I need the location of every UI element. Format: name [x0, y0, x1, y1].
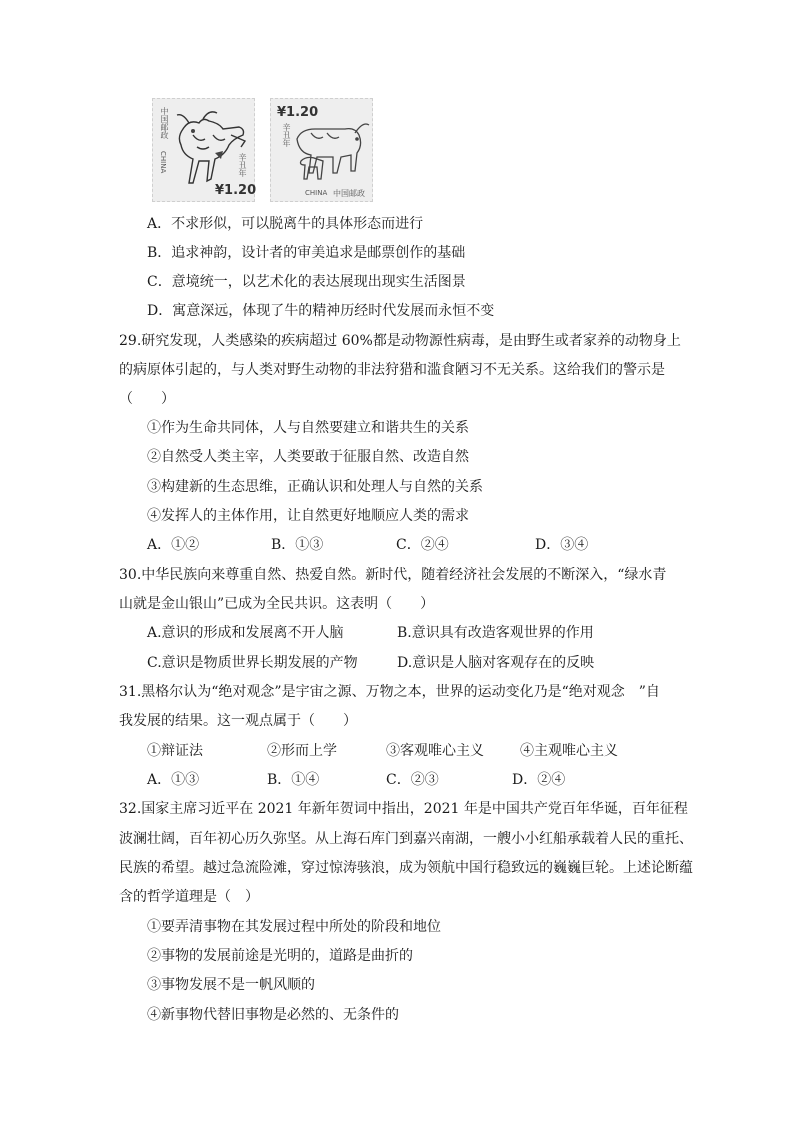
q32-statement-2: ②事物的发展前途是光明的，道路是曲折的 — [147, 948, 413, 964]
q32-statement-4: ④新事物代替旧事物是必然的、无条件的 — [147, 1007, 399, 1023]
q30-option-b: B.意识具有改造客观世界的作用 — [397, 625, 594, 641]
q28-option-b: B．追求神韵，设计者的审美追求是邮票创作的基础 — [147, 245, 466, 261]
q29-statement-4: ④发挥人的主体作用，让自然更好地顺应人类的需求 — [147, 508, 469, 524]
q30-stem: 30.中华民族向来尊重自然、热爱自然。新时代，随着经济社会发展的不断深入，“绿水青 — [119, 567, 667, 583]
stamp-caption: 辛丑年 — [238, 153, 247, 177]
q31-statement-4: ④主观唯心主义 — [520, 743, 618, 759]
q31-statement-3: ③客观唯心主义 — [386, 743, 484, 759]
stamp-post-label: 中国邮政 — [333, 189, 365, 198]
q31-statement-1: ①辩证法 — [147, 743, 203, 759]
ox-stamp-left — [152, 98, 255, 202]
q32-statement-1: ①要弄清事物在其发展过程中所处的阶段和地位 — [147, 919, 441, 935]
q31-option-a: A．①③ — [147, 772, 200, 788]
q28-option-a: A．不求形似，可以脱离牛的具体形态而进行 — [147, 216, 424, 232]
q30-stem: 山就是金山银山”已成为全民共识。这表明（ ） — [119, 596, 435, 612]
stamp-price: ¥1.20 — [277, 105, 319, 120]
q29-statement-2: ②自然受人类主宰，人类要敢于征服自然、改造自然 — [147, 449, 469, 465]
q29-option-b: B．①③ — [271, 537, 324, 553]
q31-option-c: C．②③ — [386, 772, 439, 788]
q29-statement-1: ①作为生命共同体，人与自然要建立和谐共生的关系 — [147, 420, 469, 436]
q29-stem: 的病原体引起的，与人类对野生动物的非法狩猎和滥食陋习不无关系。这给我们的警示是 — [119, 362, 665, 378]
q29-option-c: C．②④ — [396, 537, 449, 553]
q29-option-a: A．①② — [147, 537, 200, 553]
q29-option-d: D．③④ — [535, 537, 589, 553]
q32-statement-3: ③事物发展不是一帆风顺的 — [147, 977, 315, 993]
q32-stem: 含的哲学道理是（ ） — [119, 889, 259, 905]
q31-stem: 我发展的结果。这一观点属于（ ） — [119, 713, 357, 729]
stamp-caption: 辛丑年 — [282, 123, 291, 147]
stamp-post-label: 中国邮政 — [160, 107, 169, 139]
q31-option-d: D．②④ — [512, 772, 566, 788]
q29-stem: （ ） — [119, 391, 175, 407]
q28-option-d: D．寓意深远，体现了牛的精神历经时代发展而永恒不变 — [147, 303, 495, 319]
q30-option-c: C.意识是物质世界长期发展的产物 — [147, 655, 358, 671]
q31-statement-2: ②形而上学 — [267, 743, 337, 759]
q28-option-c: C．意境统一，以艺术化的表达展现出现实生活图景 — [147, 274, 466, 290]
q32-stem: 波澜壮阔，百年初心历久弥坚。从上海石库门到嘉兴南湖，一艘小小红船承载着人民的重托、 — [119, 831, 693, 847]
q31-stem: 31.黑格尔认为“绝对观念”是宇宙之源、万物之本，世界的运动变化乃是“绝对观念 ”自 — [119, 684, 660, 700]
q31-option-b: B．①④ — [267, 772, 320, 788]
q30-option-a: A.意识的形成和发展离不开人脑 — [147, 625, 344, 641]
ox-stamp-right — [270, 98, 373, 202]
q32-stem: 32.国家主席习近平在 2021 年新年贺词中指出，2021 年是中国共产党百年华诞，百年征程 — [119, 801, 688, 817]
stamp-price: ¥1.20 — [215, 183, 257, 198]
q29-stem: 29.研究发现，人类感染的疾病超过 60%都是动物源性病毒，是由野生或者家养的动物身上 — [119, 333, 681, 349]
stamp-country-label: CHINA — [159, 151, 167, 174]
q30-option-d: D.意识是人脑对客观存在的反映 — [397, 655, 595, 671]
q29-statement-3: ③构建新的生态思维，正确认识和处理人与自然的关系 — [147, 479, 483, 495]
stamp-country-label: CHINA — [305, 189, 328, 197]
q32-stem: 民族的希望。越过急流险滩，穿过惊涛骇浪，成为领航中国行稳致远的巍巍巨轮。上述论断蕴 — [119, 860, 693, 876]
